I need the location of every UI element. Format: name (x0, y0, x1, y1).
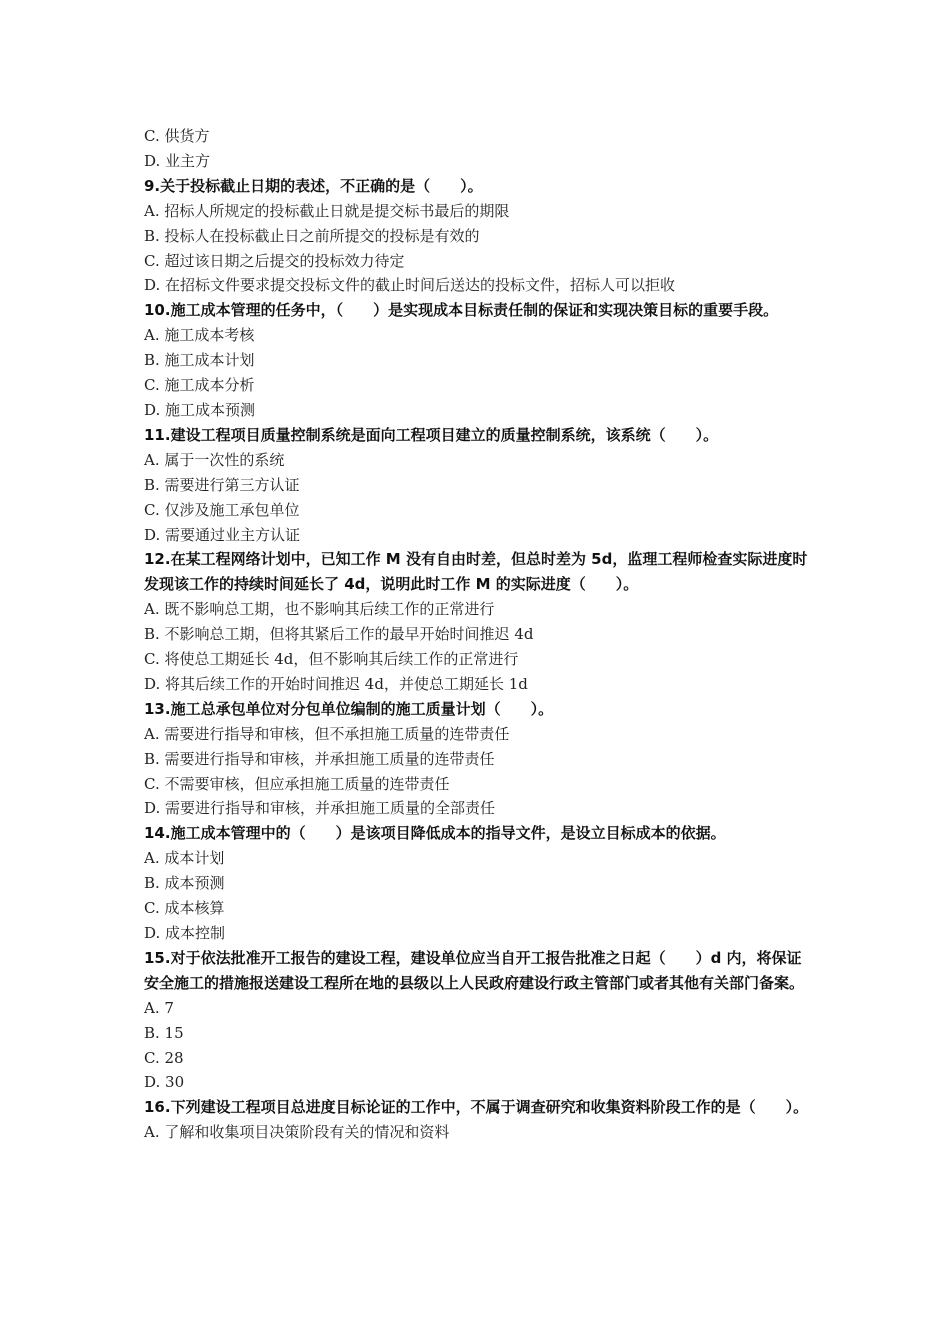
option-10a: A. 施工成本考核 (144, 326, 255, 345)
option-14d: D. 成本控制 (144, 924, 226, 942)
option-16a: A. 了解和收集项目决策阶段有关的情况和资料 (144, 1123, 450, 1142)
option-11d: D. 需要通过业主方认证 (144, 525, 301, 544)
option-9c: C. 超过该日期之后提交的投标效力待定 (144, 251, 405, 270)
option-9d: D. 在招标文件要求提交投标文件的截止时间后送达的投标文件，招标人可以拒收 (144, 276, 676, 295)
option-10d: D. 施工成本预测 (144, 400, 256, 419)
question-10: 10.施工成本管理的任务中，（ ）是实现成本目标责任制的保证和实现决策目标的重要手段。 (144, 301, 779, 320)
question-9: 9.关于投标截止日期的表述，不正确的是（ ）。 (144, 176, 483, 195)
option-14a: A. 成本计划 (144, 849, 225, 868)
question-13: 13.施工总承包单位对分包单位编制的施工质量计划（ ）。 (144, 699, 554, 718)
option-14c: C. 成本核算 (144, 899, 225, 918)
option-10b: B. 施工成本计划 (144, 351, 255, 370)
option-15c: C. 28 (144, 1048, 184, 1067)
question-15: 15.对于依法批准开工报告的建设工程，建设单位应当自开工报告批准之日起（ ）d 内，将保证安全施工的措施报送建设工程所在地的县级以上人民政府建设行政主管部门或者其他有关部门备案。 (144, 948, 805, 992)
option-15a: A. 7 (144, 998, 174, 1017)
option-13d: D. 需要进行指导和审核，并承担施工质量的全部责任 (144, 799, 496, 818)
option-8c: C. 供货方 (144, 127, 210, 145)
option-12d: D. 将其后续工作的开始时间推迟 4d，并使总工期延长 1d (144, 674, 528, 693)
option-9b: B. 投标人在投标截止日之前所提交的投标是有效的 (144, 226, 480, 245)
option-10c: C. 施工成本分析 (144, 376, 255, 395)
document-page (0, 124, 950, 1145)
question-12: 12.在某工程网络计划中，已知工作 M 没有自由时差，但总时差为 5d，监理工程师检查实际进度时发现该工作的持续时间延长了 4d，说明此时工作 M 的实际进度（ ）。 (144, 550, 808, 594)
option-14b: B. 成本预测 (144, 874, 225, 893)
option-11a: A. 属于一次性的系统 (144, 450, 285, 469)
option-11b: B. 需要进行第三方认证 (144, 475, 300, 494)
option-11c: C. 仅涉及施工承包单位 (144, 500, 300, 519)
question-16: 16.下列建设工程项目总进度目标论证的工作中，不属于调查研究和收集资料阶段工作的是（ ）。 (144, 1098, 809, 1117)
option-15d: D. 30 (144, 1073, 185, 1092)
option-15b: B. 15 (144, 1023, 184, 1042)
question-11: 11.建设工程项目质量控制系统是面向工程项目建立的质量控制系统，该系统（ ）。 (144, 425, 719, 444)
option-8d: D. 业主方 (144, 151, 211, 170)
question-14: 14.施工成本管理中的（ ）是该项目降低成本的指导文件，是设立目标成本的依据。 (144, 824, 726, 843)
option-12b: B. 不影响总工期，但将其紧后工作的最早开始时间推迟 4d (144, 625, 534, 644)
option-13c: C. 不需要审核，但应承担施工质量的连带责任 (144, 774, 450, 793)
option-9a: A. 招标人所规定的投标截止日就是提交标书最后的期限 (144, 201, 510, 220)
option-12a: A. 既不影响总工期，也不影响其后续工作的正常进行 (144, 600, 495, 619)
option-13b: B. 需要进行指导和审核，并承担施工质量的连带责任 (144, 749, 495, 768)
option-12c: C. 将使总工期延长 4d，但不影响其后续工作的正常进行 (144, 650, 519, 669)
option-13a: A. 需要进行指导和审核，但不承担施工质量的连带责任 (144, 724, 510, 743)
